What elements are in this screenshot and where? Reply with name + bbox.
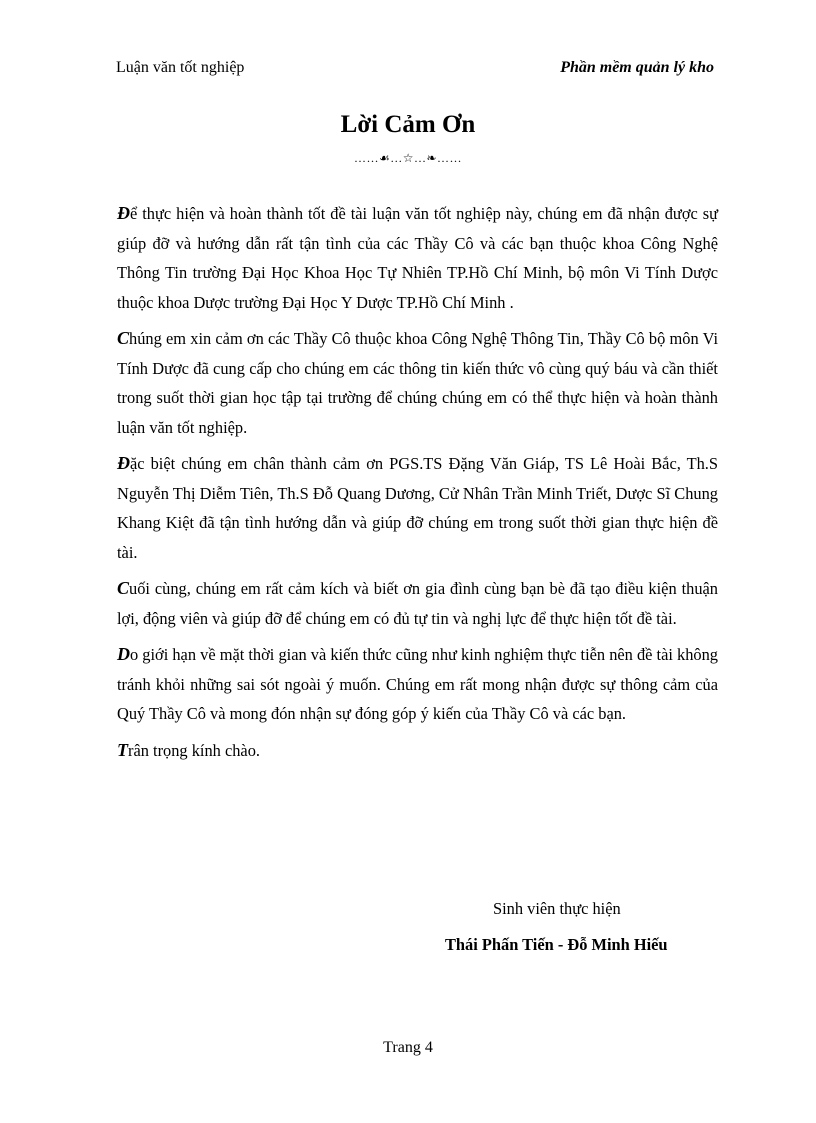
paragraph-1-text: ể thực hiện và hoàn thành tốt đề tài luận văn tốt nghiệp này, chúng em đã nhận được sự giúp đỡ và hướng dẫn rất tận tình của các Thầy Cô và các bạn thuộc khoa Công Nghệ Thông Tin trường Đại Học Khoa Học Tự Nhiên TP.Hồ Chí Minh, bộ môn Vi Tính Dược thuộc khoa Dược trường Đại Học Y Dược TP.Hồ Chí Minh . (117, 204, 718, 312)
paragraph-6-text: rân trọng kính chào. (128, 740, 260, 760)
paragraph-5-text: o giới hạn về mặt thời gian và kiến thức cũng như kinh nghiệm thực tiễn nên đề tài không tránh khỏi những sai sót ngoài ý muốn. Chúng em rất mong nhận được sự thông cảm của Quý Thầy Cô và mong đón nhận sự đóng góp ý kiến của Thầy Cô và các bạn. (117, 645, 718, 723)
signature-names: Thái Phấn Tiến - Đỗ Minh Hiếu (445, 935, 668, 954)
paragraph-5 (117, 640, 718, 729)
paragraph-4-text: uối cùng, chúng em rất cảm kích và biết ơn gia đình cùng bạn bè đã tạo điều kiện thuận lợi, động viên và giúp đỡ để chúng em có đủ tự tin và nghị lực để thực hiện tốt đề tài. (117, 579, 718, 628)
paragraph-4-initial: C (117, 578, 130, 598)
paragraph-2-initial: C (117, 328, 130, 348)
page-number: Trang 4 (383, 1039, 433, 1056)
header-thesis-label: Luận văn tốt nghiệp (116, 59, 245, 76)
signature-role: Sinh viên thực hiện (493, 899, 621, 918)
page-title: Lời Cảm Ơn (340, 111, 476, 138)
ornament-divider: ……☙…☆…❧…… (353, 151, 463, 165)
paragraph-4 (117, 574, 718, 633)
paragraph-1-initial: Đ (117, 203, 130, 223)
paragraph-6 (117, 736, 718, 766)
paragraph-6-initial: T (117, 739, 128, 760)
acknowledgement-body (117, 199, 718, 772)
paragraph-1 (117, 199, 718, 317)
paragraph-3-initial: Đ (117, 453, 130, 473)
paragraph-5-initial: D (117, 644, 130, 664)
paragraph-2-text: húng em xin cảm ơn các Thầy Cô thuộc khoa Công Nghệ Thông Tin, Thầy Cô bộ môn Vi Tính Dược đã cung cấp cho chúng em các thông tin kiến thức vô cùng quý báu và cần thiết trong suốt thời gian học tập tại trường để chúng chúng em có thể thực hiện và hoàn thành luận văn tốt nghiệp. (117, 329, 718, 437)
header-project-title: Phần mềm quản lý kho (560, 59, 714, 76)
paragraph-3-text: ặc biệt chúng em chân thành cảm ơn PGS.TS Đặng Văn Giáp, TS Lê Hoài Bắc, Th.S Nguyễn Thị Diễm Tiên, Th.S Đỗ Quang Dương, Cử Nhân Trần Minh Triết, Dược Sĩ Chung Khang Kiệt đã tận tình hướng dẫn và giúp đỡ chúng em trong suốt thời gian thực hiện đề tài. (117, 454, 718, 562)
paragraph-2 (117, 324, 718, 442)
paragraph-3 (117, 449, 718, 567)
